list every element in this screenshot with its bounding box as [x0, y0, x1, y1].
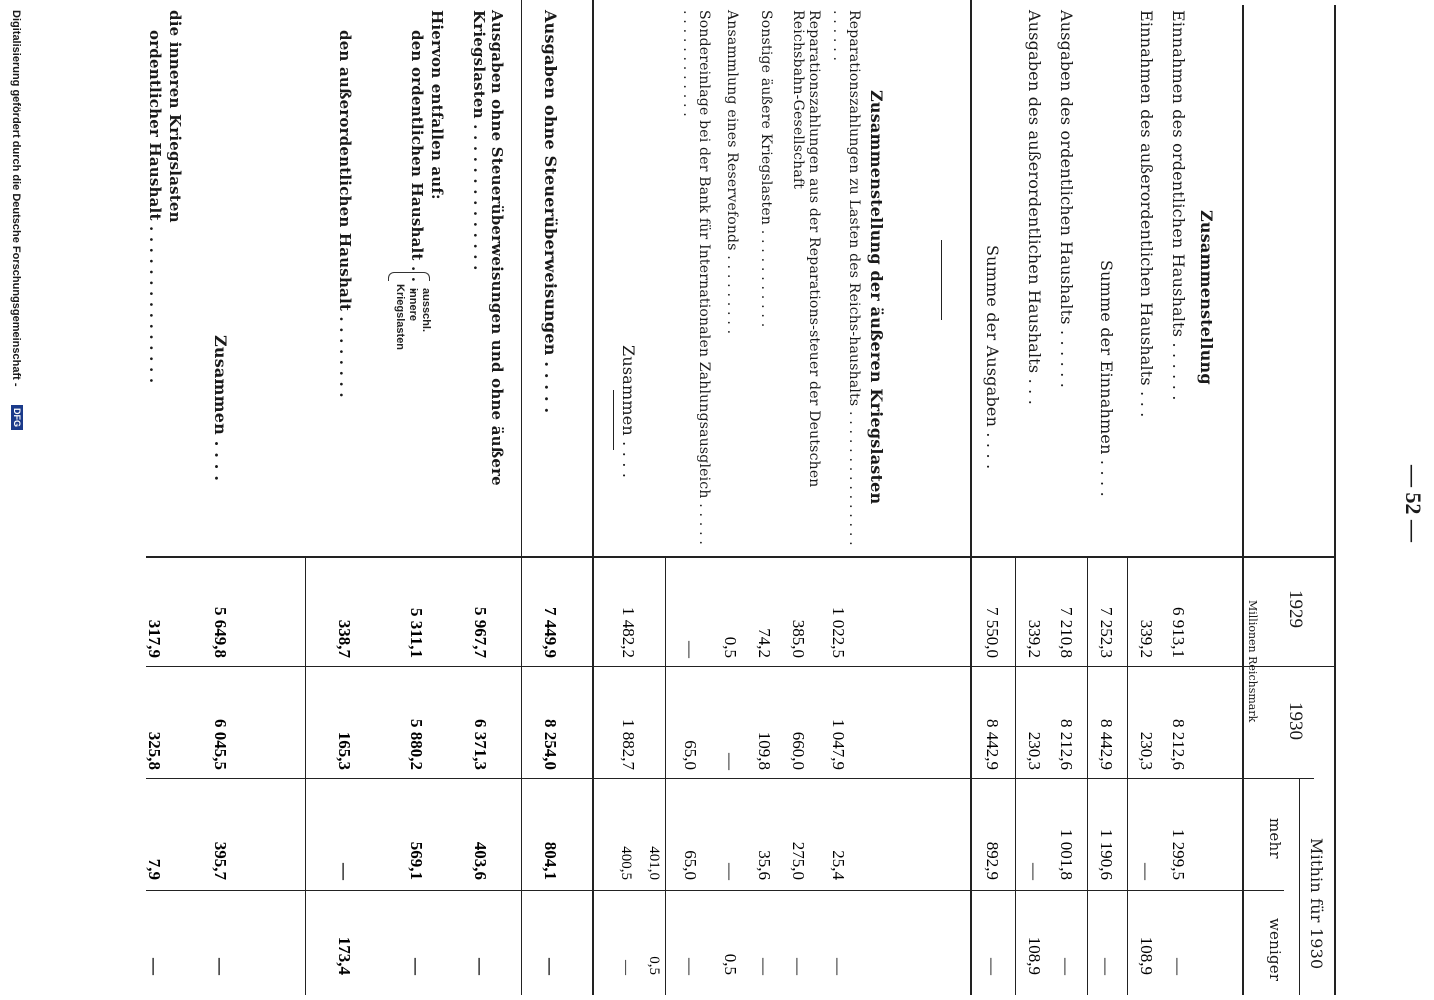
s1-row-3-mehr: 1 190,6	[1097, 829, 1116, 880]
s2-row-2-weniger: —	[789, 958, 808, 975]
s1-row-2-1930: 230,3	[1137, 731, 1156, 770]
s3-row-3-1930: 5 880,2	[407, 719, 426, 770]
col-sep-mehr	[146, 890, 1284, 891]
s1-row-5-1929: 339,2	[1025, 619, 1044, 658]
section-1-title: Zusammenstellung	[1197, 210, 1216, 385]
s1-row-6-label: Summe der Ausgaben . . . .	[983, 245, 1002, 470]
col-sep-1929	[146, 666, 1336, 667]
s2-row-5-label: Sondereinlage bei der Bank für Internationalen Zahlungsausgleich . . . . . . . . . . . . . . . . .	[680, 10, 712, 546]
header-1929: 1929	[1285, 590, 1306, 628]
s2-row-6-mehr2: 400,5	[618, 846, 634, 880]
s3-rule-1	[521, 0, 522, 995]
s3-row-6-label: die inneren Kriegslasten	[166, 10, 184, 223]
header-unit: Millionen Reichsmark	[1246, 600, 1259, 723]
col-sep-label	[146, 556, 1336, 558]
s1-row-2-weniger: 108,9	[1137, 936, 1156, 975]
s1-row-5-label: Ausgaben des außerordentlichen Haushalts . . .	[1025, 10, 1044, 406]
s3-row-5-label: Zusammen . . . .	[211, 335, 230, 482]
s3-row-1-1929: 7 449,9	[541, 607, 560, 658]
s3-row-6-1930: 325,8	[145, 731, 164, 770]
s2-row-5-weniger: —	[681, 958, 700, 975]
s3-row-2-weniger: —	[471, 958, 490, 975]
header-mithin: Mithin für 1930	[1307, 838, 1326, 970]
s1-sum-rule	[1127, 558, 1128, 995]
s3-row-2-mehr: 403,6	[471, 841, 490, 880]
section-divider	[941, 240, 942, 320]
s2-row-5-mehr: 65,0	[681, 850, 700, 880]
s1-row-1-weniger: —	[1169, 958, 1188, 975]
table-top-rule	[1334, 5, 1336, 995]
section-divider-2	[613, 390, 614, 450]
s2-end-rule	[592, 0, 594, 995]
s1-row-1-label: Einnahmen des ordentlichen Haushalts . . . . . .	[1169, 10, 1188, 401]
s3-row-3-note-c: Kriegslasten	[394, 284, 406, 351]
s3-row-6-mehr: 7,9	[145, 858, 164, 880]
s3-row-1-mehr: 804,1	[541, 841, 560, 880]
s3-row-6-weniger: —	[145, 958, 164, 975]
section-2-title: Zusammenstellung der äußeren Kriegslasten	[867, 90, 886, 505]
s2-row-2-1929: 385,0	[789, 619, 808, 658]
s3-row-3-sub: den ordentlichen Haushalt . . .	[408, 30, 426, 294]
header-mehr: mehr	[1266, 818, 1284, 859]
s3-row-1-label: Ausgaben ohne Steuerüberweisungen . . . . .	[541, 10, 560, 414]
s3-row-4-weniger: 173,4	[335, 936, 354, 975]
s1-row-4-weniger: —	[1057, 958, 1076, 975]
s2-row-4-1930: —	[721, 753, 740, 770]
s1-row-6-mehr: 892,9	[983, 841, 1002, 880]
s3-row-5-1930: 6 045,5	[211, 719, 230, 770]
s1-row-4-mehr: 1 001,8	[1057, 829, 1076, 880]
s3-row-5-weniger: —	[211, 958, 230, 975]
s2-row-4-1929: 0,5	[721, 636, 740, 658]
s1-row-4-1930: 8 212,6	[1057, 719, 1076, 770]
s3-row-3-brace	[388, 272, 430, 281]
page-number: — 52 —	[1401, 465, 1426, 542]
s1-row-1-mehr: 1 299,5	[1169, 829, 1188, 880]
s3-row-3-label: Hiervon entfallen auf:	[428, 10, 446, 200]
s1-row-1-1929: 6 913,1	[1169, 607, 1188, 658]
s2-row-3-1929: 74,2	[755, 628, 774, 658]
s2-sum-rule	[665, 558, 666, 995]
s3-row-3-note-a: ausschl.	[420, 288, 432, 333]
s3-row-1-weniger: —	[541, 958, 560, 975]
s2-row-6-1929: 1 482,2	[619, 607, 638, 658]
s3-row-4-mehr: —	[335, 863, 354, 880]
s2-row-1-label: Reparationszahlungen zu Lasten des Reichs-haushalts . . . . . . . . . . . . . . . . . . . . .	[830, 10, 862, 546]
s2-row-3-1930: 109,8	[755, 731, 774, 770]
s2-row-2-mehr: 275,0	[789, 841, 808, 880]
s1-row-5-weniger: 108,9	[1025, 936, 1044, 975]
s2-row-5-1930: 65,0	[681, 740, 700, 770]
s1-row-6-weniger: —	[983, 958, 1002, 975]
s2-row-2-1930: 660,0	[789, 731, 808, 770]
s1-row-5-mehr: —	[1025, 863, 1044, 880]
s2-row-3-label: Sonstige äußere Kriegslasten . . . . . . . . . . .	[758, 10, 774, 328]
s1-end-rule	[970, 0, 972, 995]
s2-row-6-label: Zusammen . . . .	[619, 345, 638, 479]
s2-row-6-weniger: 0,5	[646, 956, 662, 975]
s1-row-4-label: Ausgaben des ordentlichen Haushalts . . . . . .	[1057, 10, 1076, 389]
s3-row-4-1930: 165,3	[335, 731, 354, 770]
s1-row-2-1929: 339,2	[1137, 619, 1156, 658]
s1-row-1-1930: 8 212,6	[1169, 719, 1188, 770]
table-header-rule	[1242, 5, 1244, 995]
s2-row-1-1930: 1 047,9	[829, 719, 848, 770]
s3-row-5-1929: 5 649,8	[211, 607, 230, 658]
digitization-credit: Digitalisierung gefördert durch die Deutsche Forschungsgemeinschaft -	[10, 10, 22, 387]
s1-row-3-1930: 8 442,9	[1097, 719, 1116, 770]
s3-row-6-sub: ordentlicher Haushalt . . . . . . . . . . . . . . .	[146, 30, 164, 384]
s3-row-3-weniger: —	[407, 958, 426, 975]
s2-row-3-weniger: —	[755, 958, 774, 975]
s2-row-2-label: Reparationszahlungen aus der Reparations-steuer der Deutschen Reichsbahn-Gesellschaft	[790, 10, 822, 488]
s3-row-3-1929: 5 311,1	[407, 607, 426, 658]
s1-row-3-weniger: —	[1097, 958, 1116, 975]
s3-row-2-1930: 6 371,3	[471, 719, 490, 770]
s1-row-3-label: Summe der Einnahmen . . . .	[1097, 260, 1116, 497]
s1-row-2-label: Einnahmen des außerordentlichen Haushalts . . .	[1137, 10, 1156, 418]
s2-row-4-weniger: 0,5	[721, 953, 740, 975]
s2-row-4-mehr: —	[721, 863, 740, 880]
s2-row-1-mehr: 25,4	[829, 850, 848, 880]
header-mithin-rule	[1299, 778, 1300, 995]
s3-row-3-mehr: 569,1	[407, 841, 426, 880]
s1-row-3-1929: 7 252,3	[1097, 607, 1116, 658]
s3-row-6-1929: 317,9	[145, 619, 164, 658]
s3-row-3-note-b: innere	[407, 288, 419, 322]
s3-row-1-1930: 8 254,0	[541, 719, 560, 770]
s1-sum-rule-3	[1015, 558, 1016, 995]
s3-row-2-1929: 5 967,7	[471, 607, 490, 658]
header-weniger: weniger	[1266, 918, 1284, 982]
s2-row-1-weniger: —	[829, 958, 848, 975]
s1-row-6-1930: 8 442,9	[983, 719, 1002, 770]
col-sep-1930	[146, 778, 1314, 779]
s1-row-5-1930: 230,3	[1025, 731, 1044, 770]
s2-row-1-1929: 1 022,5	[829, 607, 848, 658]
s2-row-6-weniger2: —	[618, 960, 634, 975]
s2-row-5-1929: —	[681, 641, 700, 658]
s1-row-4-1929: 7 210,8	[1057, 607, 1076, 658]
s3-row-2-label: Ausgaben ohne Steuerüberweisungen und ohne äußere Kriegslasten . . . . . . . . . . . . . .	[470, 10, 506, 486]
header-1930: 1930	[1285, 702, 1306, 740]
s2-row-6-mehr: 401,0	[646, 846, 662, 880]
s2-row-3-mehr: 35,6	[755, 850, 774, 880]
dfg-logo: DFG	[11, 405, 23, 430]
s1-row-2-mehr: —	[1137, 863, 1156, 880]
s2-row-4-label: Ansammlung eines Reservefonds . . . . . . . . .	[724, 10, 740, 335]
s3-row-4-1929: 338,7	[335, 619, 354, 658]
s1-row-6-1929: 7 550,0	[983, 607, 1002, 658]
s3-row-5-mehr: 395,7	[211, 841, 230, 880]
s2-row-6-1930: 1 882,7	[619, 719, 638, 770]
s3-row-4-label: den außerordentlichen Haushalt . . . . . . . .	[336, 30, 354, 398]
s1-sum-rule-2	[1087, 558, 1088, 995]
s3-sum-rule	[305, 558, 306, 995]
